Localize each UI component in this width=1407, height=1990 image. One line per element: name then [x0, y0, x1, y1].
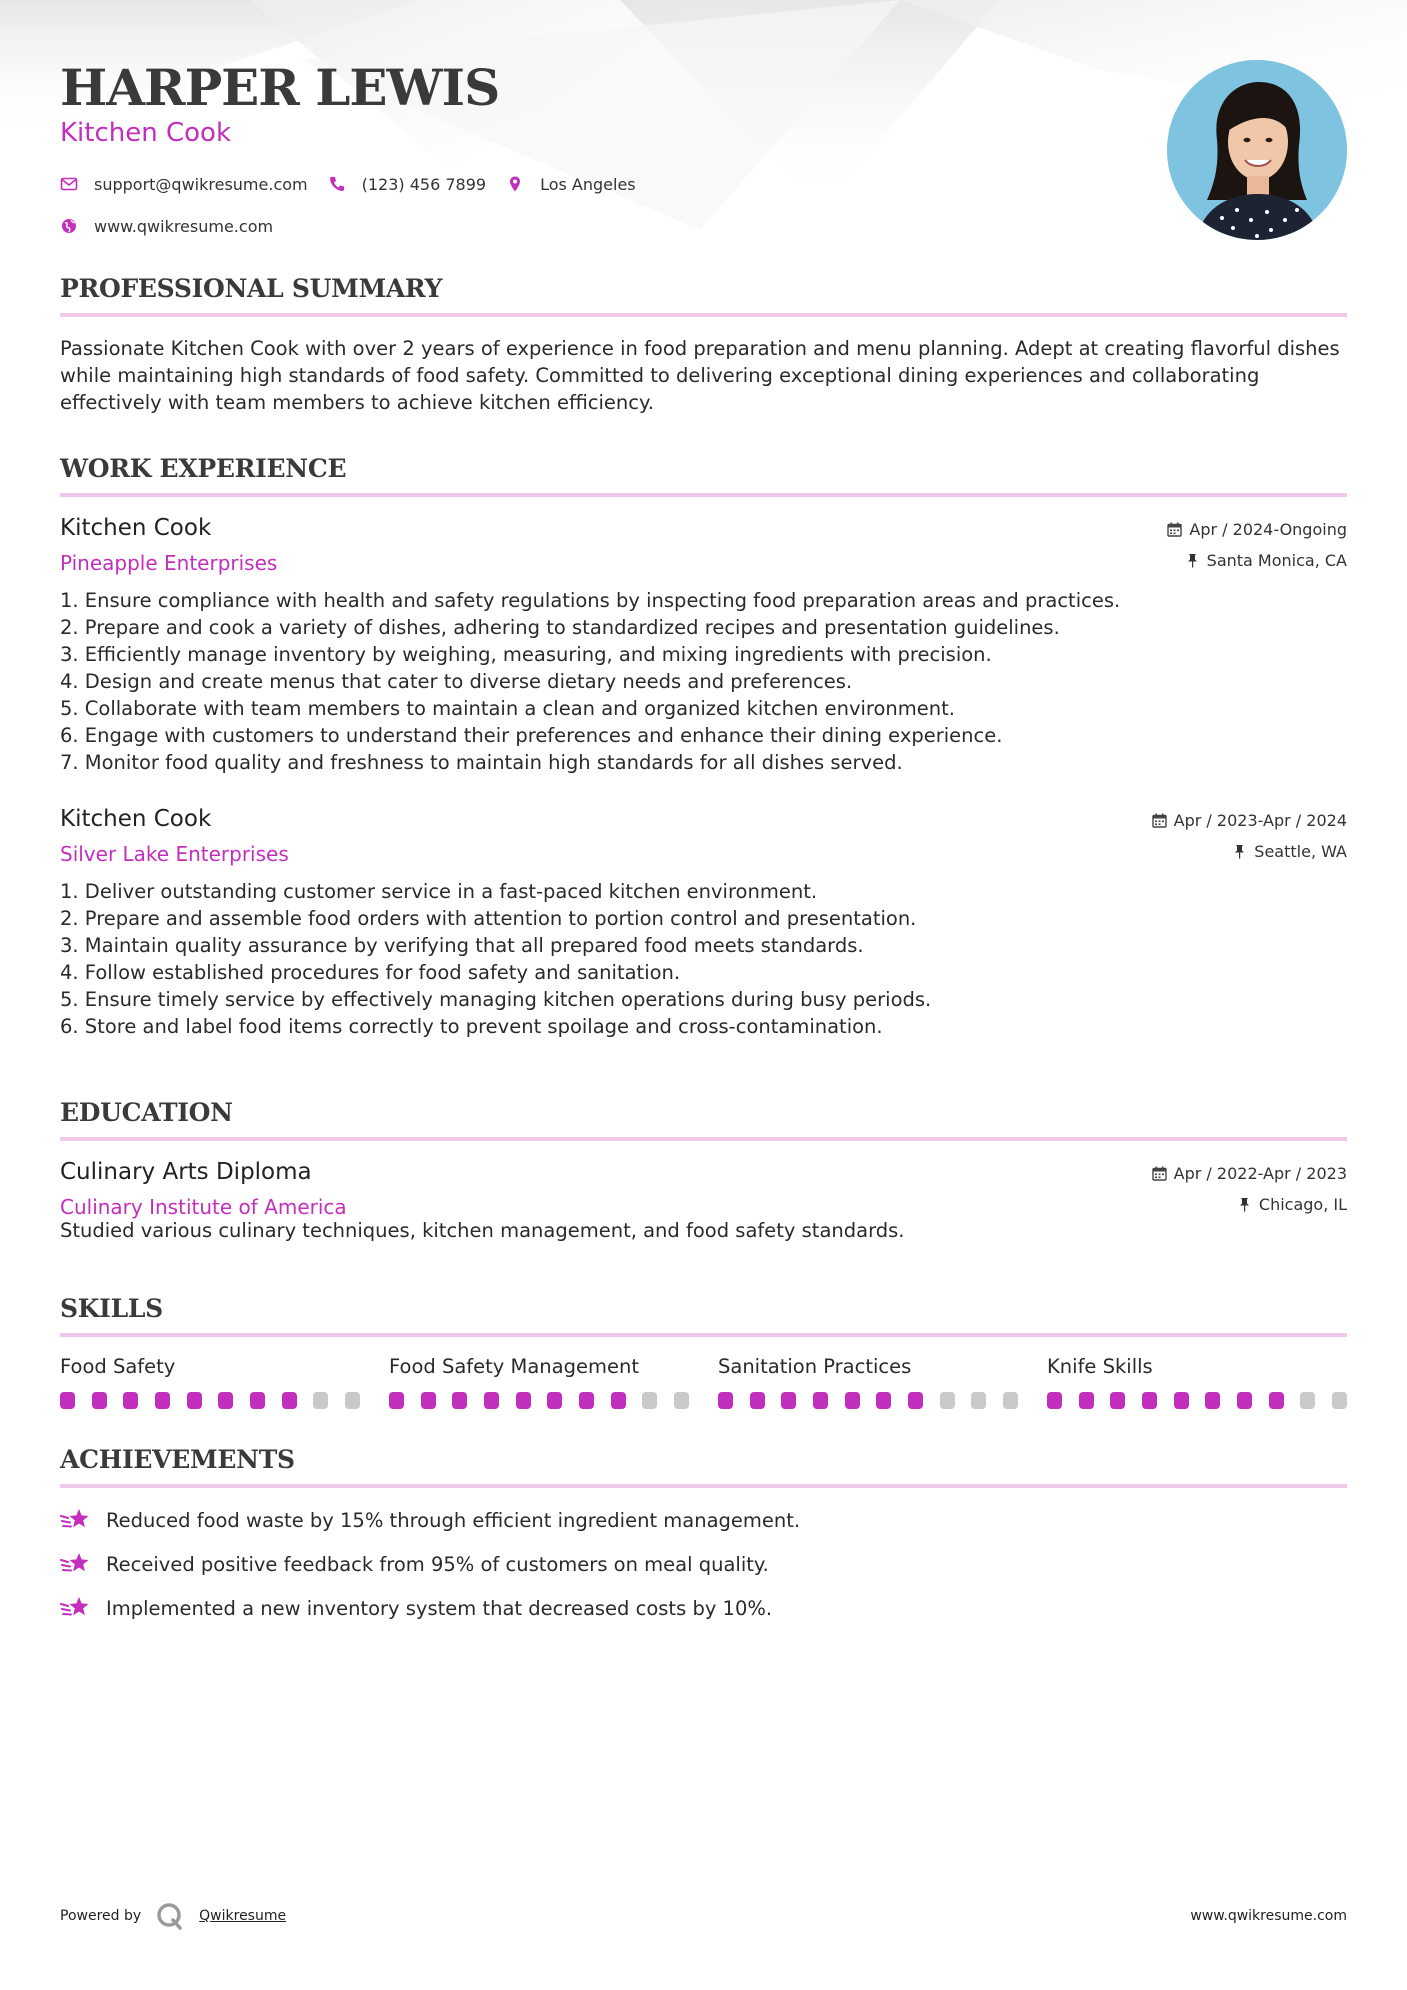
education-location: Chicago, IL: [1258, 1194, 1347, 1214]
list-item: 4. Design and create menus that cater to diverse dietary needs and preferences.: [60, 670, 853, 693]
contact-location: [506, 175, 636, 194]
summary-section: [60, 274, 1347, 416]
skill-dot-filled: [579, 1392, 594, 1409]
pushpin-icon: [1237, 1197, 1252, 1212]
candidate-role: Kitchen Cook: [60, 118, 232, 148]
education-dates: Apr / 2022-Apr / 2023: [1173, 1163, 1347, 1183]
skill-dot-filled: [389, 1392, 404, 1409]
job-dates: Apr / 2024-Ongoing: [1189, 519, 1347, 539]
skill-dot-empty: [1300, 1392, 1315, 1409]
list-item: [60, 1498, 1347, 1542]
job-location: Seattle, WA: [1254, 841, 1347, 861]
skill-item: [718, 1355, 1018, 1409]
contact-location-text: Los Angeles: [540, 174, 636, 194]
shooting-star-icon: [60, 1551, 92, 1577]
list-item: 3. Maintain quality assurance by verifying that all prepared food meets standards.: [60, 934, 864, 957]
contact-email[interactable]: [60, 175, 308, 194]
skill-item: [1047, 1355, 1347, 1409]
qwikresume-link[interactable]: Qwikresume: [199, 1908, 287, 1924]
skill-name: Knife Skills: [1047, 1355, 1153, 1378]
skill-dot-filled: [1237, 1392, 1252, 1409]
skill-dot-filled: [547, 1392, 562, 1409]
job-title: Kitchen Cook: [60, 515, 212, 541]
education-entry: [60, 1159, 1347, 1244]
skill-dot-filled: [218, 1392, 233, 1409]
skill-dot-filled: [750, 1392, 765, 1409]
skill-dot-empty: [940, 1392, 955, 1409]
job-company: Pineapple Enterprises: [60, 551, 278, 575]
list-item: 1. Deliver outstanding customer service in a fast-paced kitchen environment.: [60, 880, 818, 903]
list-item: 5. Collaborate with team members to maintain a clean and organized kitchen environment.: [60, 697, 955, 720]
contact-info: [60, 170, 960, 254]
education-description: Studied various culinary techniques, kitchen management, and food safety standards.: [60, 1219, 905, 1242]
contact-email-text: support@qwikresume.com: [94, 174, 308, 194]
contact-website-text: www.qwikresume.com: [94, 216, 274, 236]
skill-dot-filled: [516, 1392, 531, 1409]
skill-dot-filled: [1142, 1392, 1157, 1409]
job-responsibilities: [60, 587, 1347, 776]
candidate-name: HARPER LEWIS: [60, 58, 500, 117]
profile-photo: [1167, 60, 1347, 240]
job-dates: Apr / 2023-Apr / 2024: [1173, 810, 1347, 830]
list-item: 2. Prepare and assemble food orders with attention to portion control and presentation.: [60, 907, 917, 930]
skill-dot-filled: [813, 1392, 828, 1409]
job-title: Kitchen Cook: [60, 806, 212, 832]
education-meta: [1152, 1163, 1347, 1225]
list-item: 3. Efficiently manage inventory by weighing, measuring, and mixing ingredients with precision.: [60, 643, 992, 666]
achievements-title: ACHIEVEMENTS: [60, 1445, 1347, 1488]
skill-dot-filled: [876, 1392, 891, 1409]
skills-section: [60, 1294, 1347, 1409]
skill-dot-filled: [60, 1392, 75, 1409]
job-company: Silver Lake Enterprises: [60, 842, 289, 866]
list-item: 6. Engage with customers to understand their preferences and enhance their dining experience.: [60, 724, 1003, 747]
skill-dot-filled: [1047, 1392, 1062, 1409]
experience-section: [60, 454, 1347, 1040]
skill-dot-filled: [908, 1392, 923, 1409]
skill-dot-empty: [1332, 1392, 1347, 1409]
list-item: 2. Prepare and cook a variety of dishes, adhering to standardized recipes and presentation guidelines.: [60, 616, 1060, 639]
skill-dot-filled: [718, 1392, 733, 1409]
page-footer: [60, 1896, 1347, 1936]
envelope-icon: [60, 175, 78, 193]
skills-list: [60, 1355, 1347, 1409]
skill-name: Food Safety Management: [389, 1355, 639, 1378]
job-responsibilities: [60, 878, 1347, 1040]
skill-dot-filled: [452, 1392, 467, 1409]
contact-phone-text: (123) 456 7899: [361, 174, 487, 194]
skill-dot-filled: [1079, 1392, 1094, 1409]
skill-rating: [60, 1392, 360, 1409]
contact-website[interactable]: [60, 217, 273, 236]
skill-dot-filled: [484, 1392, 499, 1409]
experience-title: WORK EXPERIENCE: [60, 454, 1347, 497]
skill-dot-filled: [187, 1392, 202, 1409]
pushpin-icon: [1232, 844, 1247, 859]
skill-dot-filled: [781, 1392, 796, 1409]
skill-dot-filled: [1269, 1392, 1284, 1409]
powered-by: [60, 1901, 286, 1931]
skill-name: Food Safety: [60, 1355, 176, 1378]
skill-item: [389, 1355, 689, 1409]
education-title: EDUCATION: [60, 1098, 1347, 1141]
map-pin-icon: [506, 175, 524, 193]
list-item: 5. Ensure timely service by effectively managing kitchen operations during busy periods.: [60, 988, 932, 1011]
list-item: [60, 1586, 1347, 1630]
powered-by-label: Powered by: [60, 1908, 142, 1924]
skill-dot-filled: [1110, 1392, 1125, 1409]
skill-dot-empty: [313, 1392, 328, 1409]
skill-item: [60, 1355, 360, 1409]
skill-dot-filled: [92, 1392, 107, 1409]
achievement-text: Received positive feedback from 95% of customers on meal quality.: [106, 1552, 769, 1576]
skill-dot-filled: [123, 1392, 138, 1409]
skill-dot-filled: [1174, 1392, 1189, 1409]
skill-dot-empty: [674, 1392, 689, 1409]
skill-dot-filled: [1205, 1392, 1220, 1409]
globe-icon: [60, 217, 78, 235]
list-item: 6. Store and label food items correctly to prevent spoilage and cross-contamination.: [60, 1015, 883, 1038]
shooting-star-icon: [60, 1595, 92, 1621]
skill-dot-filled: [611, 1392, 626, 1409]
contact-phone[interactable]: [328, 175, 486, 194]
calendar-icon: [1167, 522, 1182, 537]
skill-dot-filled: [845, 1392, 860, 1409]
pushpin-icon: [1185, 553, 1200, 568]
shooting-star-icon: [60, 1507, 92, 1533]
job-location: Santa Monica, CA: [1206, 550, 1347, 570]
footer-website[interactable]: www.qwikresume.com: [1190, 1908, 1347, 1924]
skill-dot-filled: [282, 1392, 297, 1409]
achievements-section: [60, 1445, 1347, 1630]
skill-dot-empty: [971, 1392, 986, 1409]
degree-title: Culinary Arts Diploma: [60, 1159, 312, 1185]
list-item: [60, 1542, 1347, 1586]
resume-header: [60, 0, 1347, 250]
achievement-text: Implemented a new inventory system that decreased costs by 10%.: [106, 1596, 773, 1620]
skills-title: SKILLS: [60, 1294, 1347, 1337]
skill-rating: [1047, 1392, 1347, 1409]
qwikresume-logo-icon: [155, 1901, 185, 1931]
list-item: 1. Ensure compliance with health and safety regulations by inspecting food preparation areas and practices.: [60, 589, 1121, 612]
job-meta: [1152, 810, 1347, 872]
skill-dot-filled: [250, 1392, 265, 1409]
job-entry: [60, 806, 1347, 1040]
achievements-list: [60, 1498, 1347, 1630]
school-name: Culinary Institute of America: [60, 1195, 347, 1219]
skill-dot-empty: [1003, 1392, 1018, 1409]
skill-name: Sanitation Practices: [718, 1355, 912, 1378]
achievement-text: Reduced food waste by 15% through efficient ingredient management.: [106, 1508, 801, 1532]
calendar-icon: [1152, 1166, 1167, 1181]
skill-dot-empty: [345, 1392, 360, 1409]
skill-rating: [718, 1392, 1018, 1409]
education-section: [60, 1098, 1347, 1244]
skill-dot-filled: [155, 1392, 170, 1409]
skill-dot-filled: [421, 1392, 436, 1409]
list-item: 7. Monitor food quality and freshness to maintain high standards for all dishes served.: [60, 751, 903, 774]
job-meta: [1167, 519, 1347, 581]
job-entry: [60, 515, 1347, 776]
list-item: 4. Follow established procedures for food safety and sanitation.: [60, 961, 681, 984]
summary-text: Passionate Kitchen Cook with over 2 years of experience in food preparation and menu planning. Adept at creating flavorful dishes while maintaining high standards of food safety. Committed to delivering exceptional dining experiences and collaborating effectively with team members to achieve kitchen efficiency.: [60, 337, 1340, 414]
summary-title: PROFESSIONAL SUMMARY: [60, 274, 1347, 317]
phone-icon: [328, 175, 346, 193]
skill-dot-empty: [642, 1392, 657, 1409]
skill-rating: [389, 1392, 689, 1409]
calendar-icon: [1152, 813, 1167, 828]
